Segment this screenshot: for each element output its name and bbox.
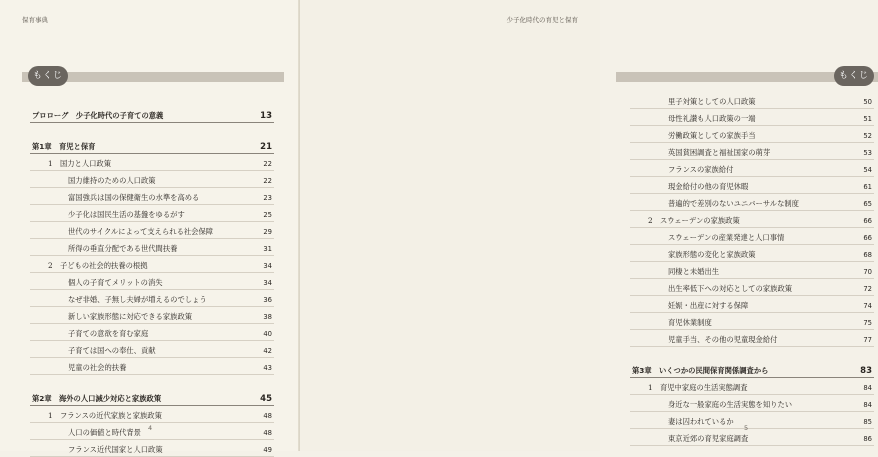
toc-item (630, 313, 874, 330)
toc-entry-label: 家族形態の変化と家族政策 (668, 250, 756, 259)
toc-item (630, 245, 874, 262)
toc-entry-label: スウェーデンの産業発達と人口事情 (668, 233, 785, 242)
toc-entry-label: 第1章 育児と保育 (32, 142, 96, 151)
toc-page-number: 74 (863, 302, 872, 310)
toc-page-number: 68 (863, 251, 872, 259)
toc-entry-label: 少子化は国民生活の基盤をゆるがす (68, 210, 185, 219)
toc-page-number: 22 (263, 160, 272, 168)
toc-item (30, 341, 274, 358)
toc-page-number: 38 (263, 313, 272, 321)
toc-page-number: 72 (863, 285, 872, 293)
toc-page-number: 66 (863, 234, 872, 242)
toc-entry-label: なぜ非婚、子無し夫婦が増えるのでしょう (68, 295, 207, 304)
toc-entry-label: 1 フランスの近代家族と家族政策 (48, 411, 162, 420)
toc-right (630, 92, 874, 446)
toc-item (30, 205, 274, 222)
toc-entry-label: 普遍的で差別のないユニバーサルな制度 (668, 199, 799, 208)
folio-right: 5 (744, 424, 749, 432)
toc-entry-label: 労働政策としての家族手当 (668, 131, 756, 140)
toc-entry-label: 第3章 いくつかの民間保育関係調査から (632, 366, 769, 375)
toc-item (30, 290, 274, 307)
toc-entry-label: 英国貧困調査と福祉国家の萌芽 (668, 148, 771, 157)
toc-entry-label: 個人の子育てメリットの消失 (68, 278, 163, 287)
toc-section (630, 211, 874, 228)
toc-item (630, 160, 874, 177)
toc-entry-label: 妊娠・出産に対する保障 (668, 301, 749, 310)
toc-page-number: 49 (263, 446, 272, 454)
toc-item (630, 109, 874, 126)
toc-page-number: 61 (863, 183, 872, 191)
toc-item (30, 324, 274, 341)
toc-left (30, 92, 274, 457)
toc-entry-label: 里子対策としての人口政策 (668, 97, 756, 106)
toc-item (630, 228, 874, 245)
toc-entry-label: 新しい家族形態に対応できる家族政策 (68, 312, 193, 321)
toc-section (30, 154, 274, 171)
toc-entry-label: 1 国力と人口政策 (48, 159, 112, 168)
toc-page-number: 13 (260, 111, 272, 121)
toc-item (30, 440, 274, 457)
toc-entry-label: 富国強兵は国の保健衛生の水準を高める (68, 193, 200, 202)
toc-item (30, 188, 274, 205)
toc-page-number: 53 (863, 149, 872, 157)
left-page (0, 0, 300, 454)
toc-page-number: 21 (260, 142, 272, 152)
toc-page-number: 22 (263, 177, 272, 185)
toc-entry-label: フランスの家族給付 (668, 165, 734, 174)
toc-entry-label: 児童手当、その他の児童現金給付 (668, 335, 778, 344)
toc-page-number: 84 (863, 384, 872, 392)
toc-entry-label: 同棲と未婚出生 (668, 267, 720, 276)
toc-page-number: 84 (863, 401, 872, 409)
toc-entry-label: 母性礼讃も人口政策の一端 (668, 114, 756, 123)
toc-entry-label: 国力維持のための人口政策 (68, 176, 156, 185)
toc-page-number: 40 (263, 330, 272, 338)
toc-page-number: 42 (263, 347, 272, 355)
toc-item (30, 239, 274, 256)
toc-item (30, 171, 274, 188)
toc-page-number: 48 (263, 429, 272, 437)
toc-entry-label: 世代のサイクルによって支えられる社会保障 (68, 227, 214, 236)
toc-entry-label: 児童の社会的扶養 (68, 363, 127, 372)
toc-entry-label: 人口の価値と時代背景 (68, 428, 141, 437)
toc-section (30, 256, 274, 273)
toc-page-number: 65 (863, 200, 872, 208)
toc-entry-label: 育児休業制度 (668, 318, 712, 327)
toc-heading (30, 102, 274, 123)
toc-item (630, 126, 874, 143)
toc-page-number: 75 (863, 319, 872, 327)
toc-item (630, 279, 874, 296)
toc-item (630, 429, 874, 446)
toc-page-number: 36 (263, 296, 272, 304)
toc-entry-label: 身近な一般家庭の生活実態を知りたい (668, 400, 793, 409)
toc-item (630, 330, 874, 347)
toc-section (630, 378, 874, 395)
toc-page-number: 43 (263, 364, 272, 372)
toc-page-number: 70 (863, 268, 872, 276)
toc-entry-label: 子育ての意欲を育む家庭 (68, 329, 149, 338)
toc-entry-label: 出生率低下への対応としての家族政策 (668, 284, 793, 293)
toc-item (630, 143, 874, 160)
toc-item (630, 92, 874, 109)
toc-item (630, 262, 874, 279)
toc-entry-label: 子育ては国への奉仕、貢献 (68, 346, 156, 355)
toc-item (630, 395, 874, 412)
toc-page-number: 52 (863, 132, 872, 140)
mokuji-tab-right: もくじ (834, 66, 874, 86)
toc-item (30, 358, 274, 375)
toc-entry-label: 現金給付の他の育児休暇 (668, 182, 749, 191)
toc-heading (30, 385, 274, 406)
toc-entry-label: 妻は囚われているか (668, 417, 734, 426)
toc-entry-label: 所得の垂直分配である世代間扶養 (68, 244, 178, 253)
toc-entry-label: フランス近代国家と人口政策 (68, 445, 163, 454)
toc-page-number: 83 (860, 366, 872, 376)
toc-page-number: 77 (863, 336, 872, 344)
toc-heading (30, 133, 274, 154)
toc-page-number: 34 (263, 262, 272, 270)
toc-page-number: 45 (260, 394, 272, 404)
toc-page-number: 23 (263, 194, 272, 202)
toc-entry-label: 2 スウェーデンの家族政策 (648, 216, 740, 225)
toc-item (630, 296, 874, 313)
toc-page-number: 50 (863, 98, 872, 106)
folio-left: 4 (148, 424, 153, 432)
toc-page-number: 51 (863, 115, 872, 123)
toc-section (30, 406, 274, 423)
toc-item (30, 307, 274, 324)
running-head-left: 保育事典 (22, 16, 48, 24)
toc-item (30, 273, 274, 290)
running-head-right: 少子化時代の育児と保育 (506, 16, 578, 24)
toc-page-number: 29 (263, 228, 272, 236)
toc-entry-label: プロローグ 少子化時代の子育ての意義 (32, 111, 164, 120)
toc-page-number: 25 (263, 211, 272, 219)
toc-page-number: 34 (263, 279, 272, 287)
toc-page-number: 85 (863, 418, 872, 426)
toc-item (30, 222, 274, 239)
toc-entry-label: 東京近郊の育児家庭調査 (668, 434, 749, 443)
toc-page-number: 54 (863, 166, 872, 174)
toc-page-number: 86 (863, 435, 872, 443)
toc-entry-label: 第2章 海外の人口減少対応と家族政策 (32, 394, 162, 403)
toc-entry-label: 2 子どもの社会的扶養の根拠 (48, 261, 148, 270)
toc-item (630, 412, 874, 429)
toc-item (630, 177, 874, 194)
toc-item (630, 194, 874, 211)
toc-entry-label: 1 育児中家庭の生活実態調査 (648, 383, 748, 392)
toc-page-number: 31 (263, 245, 272, 253)
right-page (300, 0, 872, 451)
toc-page-number: 66 (863, 217, 872, 225)
toc-page-number: 48 (263, 412, 272, 420)
toc-heading (630, 357, 874, 378)
mokuji-tab-left: もくじ (28, 66, 68, 86)
